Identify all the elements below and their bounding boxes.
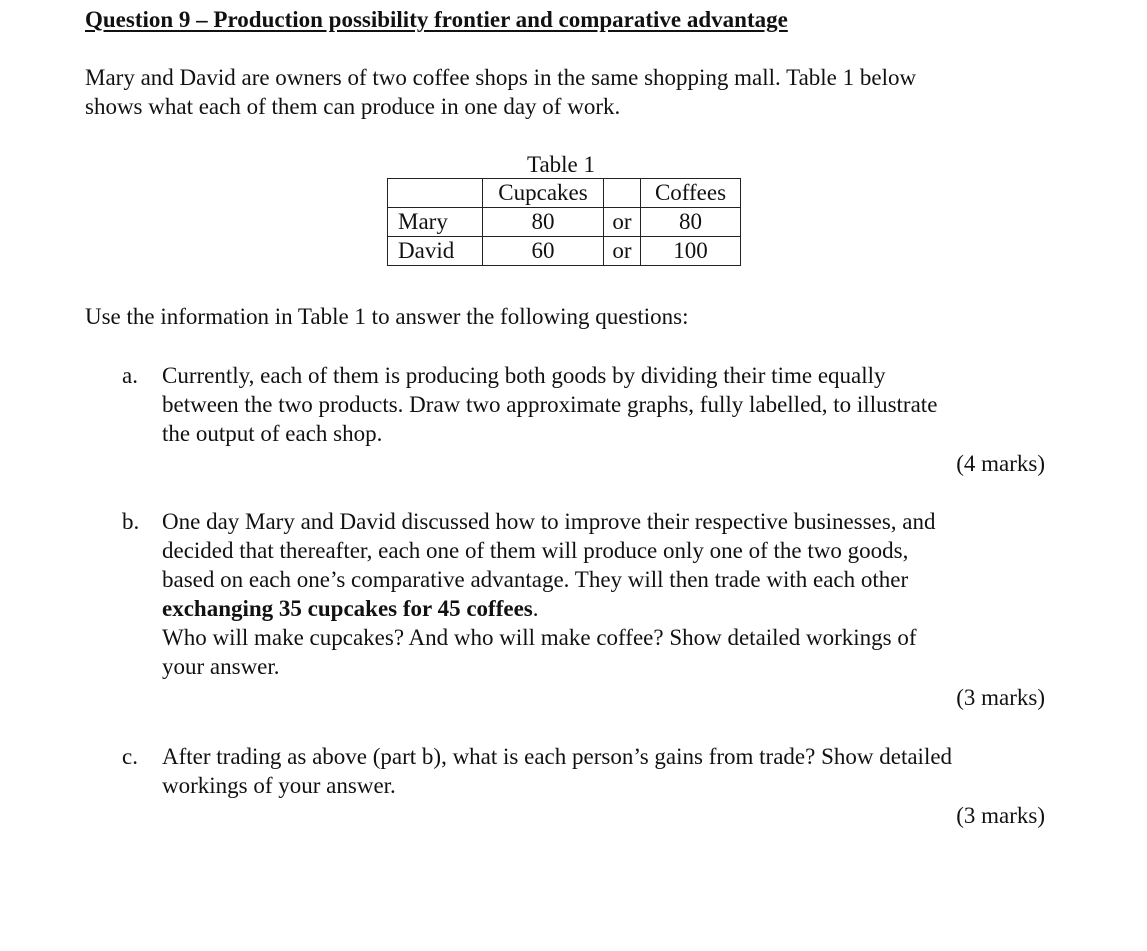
question-body: [162, 507, 1047, 681]
question-line: One day Mary and David discussed how to improve their respective businesses, and: [162, 509, 936, 534]
question-letter: b.: [122, 509, 140, 534]
production-table: [387, 178, 741, 266]
row-cupcakes: 60: [483, 237, 604, 266]
question-line: the output of each shop.: [162, 421, 383, 446]
marks-b: (3 marks): [956, 685, 1045, 710]
instructions-lead: Use the information in Table 1 to answer the following questions:: [85, 304, 689, 329]
row-cupcakes: 80: [483, 208, 604, 237]
table-caption: Table 1: [527, 152, 596, 177]
intro-line: shows what each of them can produce in one day of work.: [85, 94, 621, 119]
row-coffees: 100: [641, 237, 741, 266]
exchange-terms: exchanging 35 cupcakes for 45 coffees: [162, 596, 533, 621]
marks-a: (4 marks): [956, 451, 1045, 476]
header-coffees: Coffees: [641, 179, 741, 208]
row-name: Mary: [388, 208, 483, 237]
marks-c: (3 marks): [956, 803, 1045, 828]
row-name: David: [388, 237, 483, 266]
question-line: After trading as above (part b), what is each person’s gains from trade? Show detailed: [162, 744, 953, 769]
question-line: based on each one’s comparative advantage. They will then trade with each other: [162, 567, 909, 592]
question-body: [162, 361, 1047, 448]
header-cupcakes: Cupcakes: [483, 179, 604, 208]
question-title: Question 9 – Production possibility frontier and comparative advantage: [85, 7, 788, 32]
table-row: [388, 237, 741, 266]
intro-paragraph: [85, 63, 1045, 121]
question-line: decided that thereafter, each one of them will produce only one of the two goods,: [162, 538, 909, 563]
period: .: [532, 596, 539, 621]
intro-line: Mary and David are owners of two coffee shops in the same shopping mall. Table 1 below: [85, 65, 917, 90]
question-line: your answer.: [162, 654, 280, 679]
table-header-blank: [388, 179, 483, 208]
question-line: between the two products. Draw two approximate graphs, fully labelled, to illustrate: [162, 392, 938, 417]
row-coffees: 80: [641, 208, 741, 237]
question-line: [162, 594, 1047, 623]
table-header-row: [388, 179, 741, 208]
question-line: Currently, each of them is producing both goods by dividing their time equally: [162, 363, 886, 388]
table-header-blank: [604, 179, 641, 208]
table-row: [388, 208, 741, 237]
question-line: workings of your answer.: [162, 773, 396, 798]
row-or: or: [604, 208, 641, 237]
question-letter: a.: [122, 363, 138, 388]
question-line: Who will make cupcakes? And who will make coffee? Show detailed workings of: [162, 625, 917, 650]
question-body: [162, 742, 1047, 800]
row-or: or: [604, 237, 641, 266]
question-letter: c.: [122, 744, 138, 769]
